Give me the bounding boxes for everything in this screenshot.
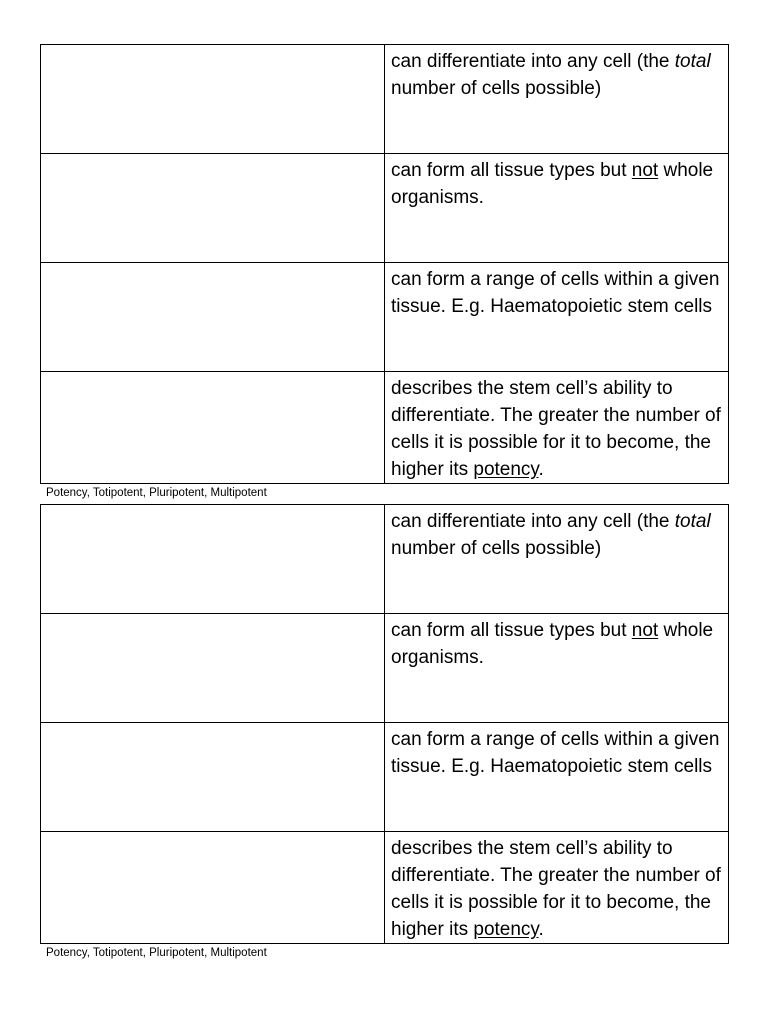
definition-cell: can form all tissue types but not whole organisms. — [385, 614, 729, 723]
answer-cell[interactable] — [41, 614, 385, 723]
table-row — [41, 832, 729, 944]
matching-table — [40, 504, 729, 944]
worksheet-1 — [40, 44, 729, 500]
table-row — [41, 154, 729, 263]
definition-cell: can form a range of cells within a given tissue. E.g. Haematopoietic stem cells — [385, 723, 729, 832]
table-row — [41, 505, 729, 614]
answer-cell[interactable] — [41, 263, 385, 372]
emphasis-text: not — [631, 620, 659, 641]
emphasis-text: not — [631, 160, 659, 181]
definition-cell: can form all tissue types but not whole organisms. — [385, 154, 729, 263]
definition-cell: describes the stem cell’s ability to differentiate. The greater the number of cells it is possible for it to become, the higher its potency. — [385, 832, 729, 944]
answer-cell[interactable] — [41, 372, 385, 484]
table-row — [41, 263, 729, 372]
table-row — [41, 45, 729, 154]
table-row — [41, 614, 729, 723]
answer-cell[interactable] — [41, 832, 385, 944]
definition-cell: describes the stem cell’s ability to differentiate. The greater the number of cells it is possible for it to become, the higher its potency. — [385, 372, 729, 484]
table-row — [41, 723, 729, 832]
definition-cell: can differentiate into any cell (the total number of cells possible) — [385, 505, 729, 614]
answer-cell[interactable] — [41, 505, 385, 614]
worksheet-2 — [40, 504, 729, 960]
word-bank: Potency, Totipotent, Pluripotent, Multipotent — [46, 947, 267, 959]
table-row — [41, 372, 729, 484]
emphasis-text: total — [674, 511, 711, 532]
emphasis-text: total — [674, 51, 711, 72]
definition-cell: can form a range of cells within a given tissue. E.g. Haematopoietic stem cells — [385, 263, 729, 372]
answer-cell[interactable] — [41, 154, 385, 263]
matching-table — [40, 44, 729, 484]
definition-cell: can differentiate into any cell (the total number of cells possible) — [385, 45, 729, 154]
word-bank: Potency, Totipotent, Pluripotent, Multipotent — [46, 487, 267, 499]
emphasis-text: potency — [473, 459, 539, 480]
answer-cell[interactable] — [41, 45, 385, 154]
answer-cell[interactable] — [41, 723, 385, 832]
emphasis-text: potency — [473, 919, 539, 940]
